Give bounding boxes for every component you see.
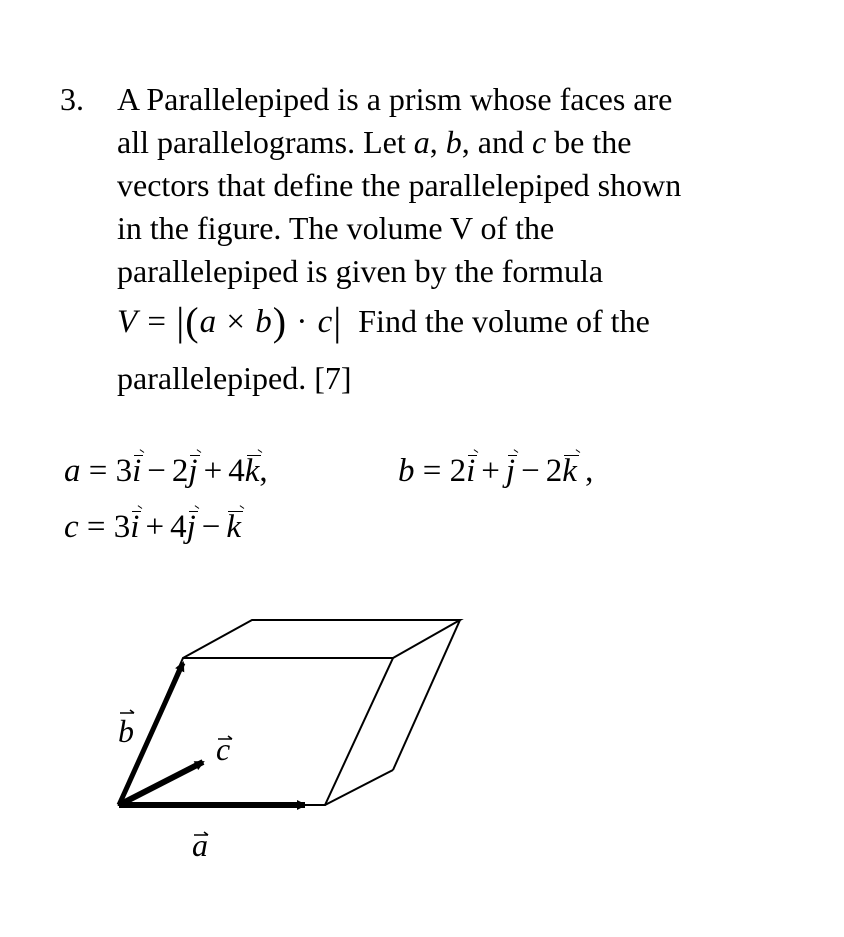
vector-a-definition bbox=[64, 449, 268, 493]
vector-b-coef-k: 2 bbox=[545, 453, 563, 489]
unit-i-arrow: i bbox=[130, 505, 139, 549]
vector-a-coef-i: 3 bbox=[115, 453, 133, 489]
formula-V: V bbox=[117, 304, 139, 340]
var-b: b bbox=[445, 124, 462, 160]
unit-j-arrow: j bbox=[188, 449, 197, 493]
volume-formula-line bbox=[117, 299, 817, 343]
unit-j-arrow: j bbox=[187, 505, 196, 549]
formula-bar: | bbox=[333, 299, 343, 344]
formula-open: |( bbox=[176, 299, 200, 344]
formula-c: c bbox=[317, 304, 334, 340]
vector-b-coef-i: 2 bbox=[449, 453, 467, 489]
vector-a-eq: = bbox=[80, 453, 116, 489]
question-line-3: vectors that define the parallelepiped shown bbox=[117, 167, 682, 203]
vector-c-name: c bbox=[64, 509, 79, 545]
question-line-4: in the figure. The volume V of the bbox=[117, 210, 555, 246]
formula-eq: = bbox=[138, 304, 177, 340]
unit-k-arrow: k bbox=[562, 449, 577, 493]
vector-b-definition bbox=[398, 449, 593, 493]
question-line-2 bbox=[117, 121, 817, 164]
formula-close: ) bbox=[272, 299, 288, 344]
var-a: a bbox=[413, 124, 430, 160]
vector-c-coef-j: 4 bbox=[170, 509, 187, 545]
line2-pre: all parallelograms. Let bbox=[117, 124, 414, 160]
vector-c-arrow bbox=[119, 762, 203, 805]
volume-formula bbox=[117, 300, 342, 344]
vector-b-eq: = bbox=[414, 453, 450, 489]
unit-i-arrow: i bbox=[466, 449, 475, 493]
label-b-overarrow bbox=[120, 710, 134, 713]
label-b: b bbox=[118, 713, 134, 749]
vector-c-definition bbox=[64, 505, 241, 549]
parallelepiped-figure bbox=[100, 600, 480, 880]
vector-a-name: a bbox=[64, 453, 81, 489]
line2-post: be the bbox=[546, 124, 632, 160]
formula-times: × bbox=[217, 304, 256, 340]
vector-b-op2: − bbox=[521, 453, 540, 489]
formula-a: a bbox=[199, 304, 218, 340]
unit-j-arrow: j bbox=[506, 449, 515, 493]
vector-a-op1: − bbox=[147, 453, 166, 489]
formula-b: b bbox=[255, 304, 273, 340]
question-text bbox=[117, 78, 817, 400]
after-formula-text: Find the volume of the bbox=[358, 303, 650, 339]
vector-b-name: b bbox=[398, 453, 415, 489]
label-a: a bbox=[192, 827, 208, 863]
line2-sep2: , and bbox=[461, 124, 532, 160]
unit-i-arrow: i bbox=[132, 449, 141, 493]
unit-k-arrow: k bbox=[245, 449, 260, 493]
question-last-line: parallelepiped. [7] bbox=[117, 360, 352, 396]
unit-k-arrow: k bbox=[226, 505, 241, 549]
right-back-edge bbox=[393, 620, 460, 770]
vector-c-op1: + bbox=[145, 509, 165, 545]
var-c: c bbox=[531, 124, 547, 160]
vector-a-op2: + bbox=[203, 453, 223, 489]
vector-b-tail: , bbox=[576, 453, 594, 489]
top-face bbox=[183, 620, 460, 658]
vector-c-eq: = bbox=[78, 509, 114, 545]
vector-c-op2: − bbox=[201, 509, 221, 545]
right-bottom-edge bbox=[325, 770, 393, 805]
question-line-1: A Parallelepiped is a prism whose faces are bbox=[117, 81, 673, 117]
vector-a-coef-k: 4 bbox=[228, 453, 245, 489]
formula-dot: · bbox=[287, 304, 318, 340]
label-c: c bbox=[216, 731, 231, 767]
vector-a-tail: , bbox=[259, 453, 268, 489]
line2-sep1: , bbox=[429, 124, 446, 160]
question-line-5: parallelepiped is given by the formula bbox=[117, 253, 604, 289]
question-number: 3. bbox=[60, 81, 84, 117]
vector-b-op1: + bbox=[481, 453, 500, 489]
vector-a-coef-j: 2 bbox=[171, 453, 189, 489]
vector-c-coef-i: 3 bbox=[113, 509, 131, 545]
